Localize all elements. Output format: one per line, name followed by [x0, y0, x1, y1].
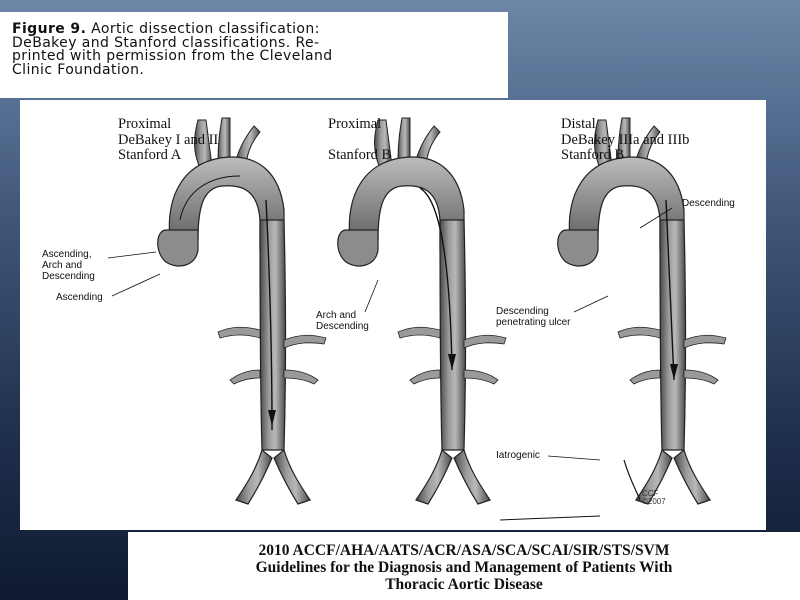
column-title-1: Proximal DeBakey I and II Stanford A: [118, 116, 219, 163]
figure-label: Figure 9.: [12, 21, 87, 37]
citation-line-3: Thoracic Aortic Disease: [385, 576, 543, 593]
figure-caption: [0, 12, 508, 98]
label-ascending: Ascending: [56, 292, 103, 303]
column-title-2: Proximal Stanford B: [328, 116, 392, 163]
pointer-iatrogenic: [548, 456, 600, 460]
citation-line-1: 2010 ACCF/AHA/AATS/ACR/ASA/SCA/SCAI/SIR/STS/SVM: [258, 542, 670, 559]
citation-line-2: Guidelines for the Diagnosis and Management of Patients With: [255, 559, 673, 576]
aorta-drawings: [20, 100, 766, 530]
aorta-proximal-stanford-a: [158, 118, 326, 504]
caption-line-1: Aortic dissection classification:: [86, 21, 320, 37]
pointer-arch-descending: [365, 280, 378, 312]
ccf-copyright: CCF ©2007: [642, 489, 666, 506]
label-ascending-arch-descending: Ascending, Arch and Descending: [42, 249, 95, 282]
pointer-ascending: [112, 274, 160, 296]
pointer-ascending-arch-descending: [108, 252, 156, 258]
label-arch-descending: Arch and Descending: [316, 310, 369, 332]
guidelines-citation: [128, 532, 800, 600]
caption-line-2: DeBakey and Stanford classifications. Re-: [12, 34, 320, 51]
label-iatrogenic: Iatrogenic: [496, 450, 540, 461]
caption-line-4: Clinic Foundation.: [12, 61, 145, 78]
pointer-penetrating-ulcer: [574, 296, 608, 312]
caption-line-3: printed with permission from the Cleveland: [12, 48, 333, 64]
aorta-distal-stanford-b: [558, 118, 726, 504]
aortic-dissection-illustration: [20, 100, 766, 530]
column-title-3: Distal DeBakey IIIa and IIIb Stanford B: [561, 116, 690, 163]
catheter-line: [500, 516, 600, 520]
label-descending: Descending: [682, 198, 735, 209]
label-penetrating-ulcer: Descending penetrating ulcer: [496, 306, 571, 328]
